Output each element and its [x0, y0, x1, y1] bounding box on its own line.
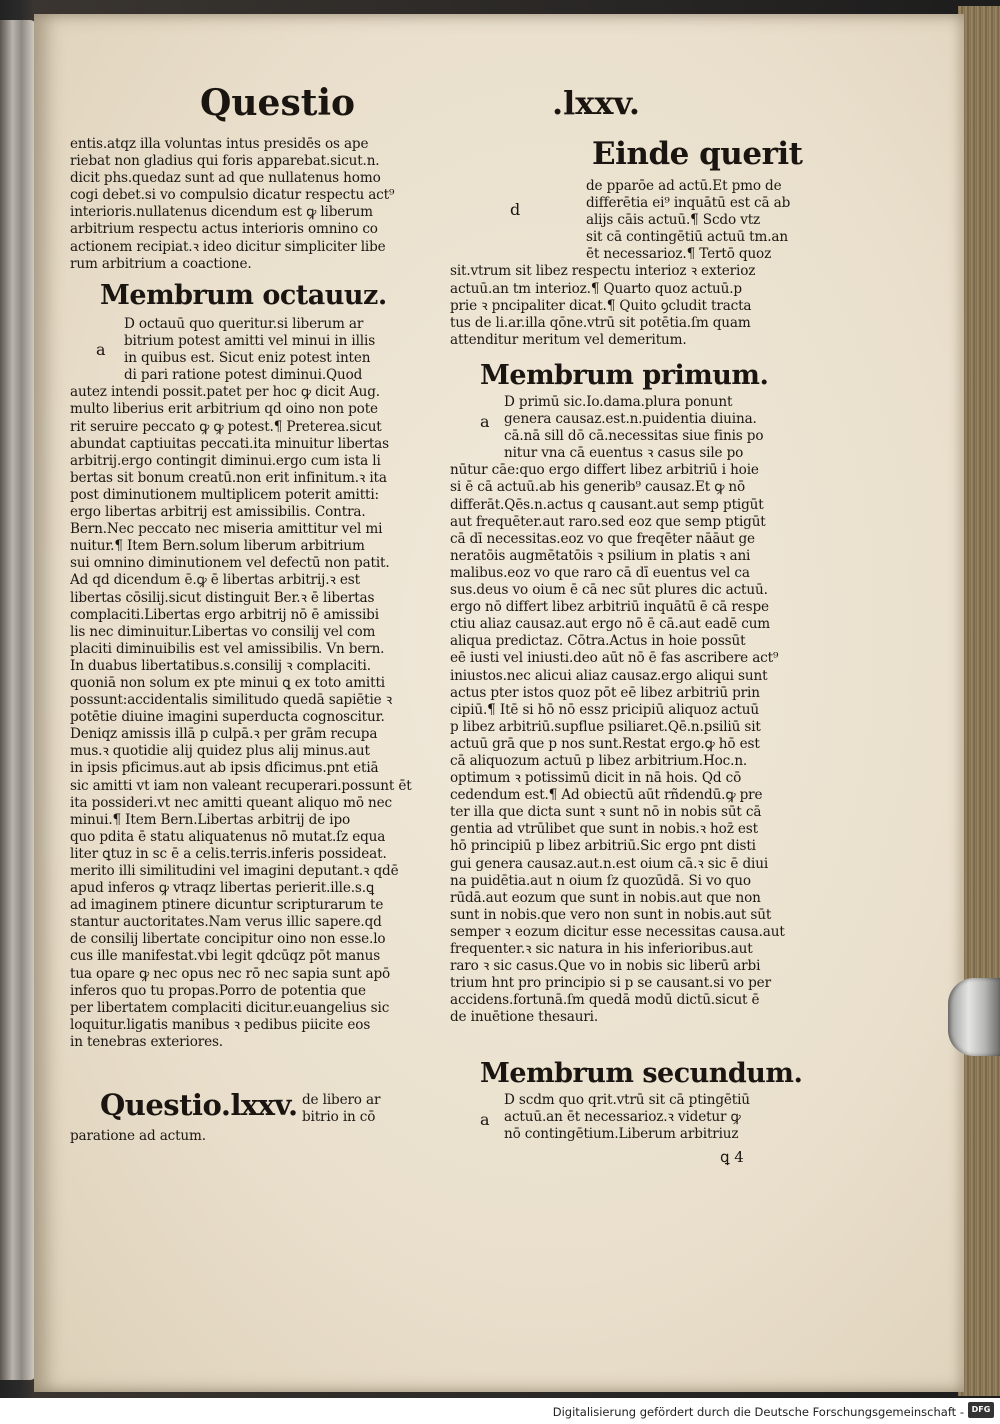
text-line: prie ꝛ pncipaliter dicat.¶ Quito ꝯcludit tracta: [450, 297, 752, 314]
running-head-left: Questio: [200, 82, 356, 124]
text-line: sit.vtrum sit libez respectu interioz ꝛ exterioz: [450, 263, 756, 280]
text-line: si ē cā actuū.ab his generib⁹ causaz.Et ꝙ nō: [450, 479, 746, 496]
text-line: ad imaginem ptinere dicuntur scripturarum te: [70, 897, 384, 914]
questio-subtitle-tail: [70, 1128, 310, 1145]
text-line: hō principiū p libez arbitriū.Sic ergo pnt disti: [450, 838, 756, 855]
text-line: de consilij libertate concipitur oino non esse.lo: [70, 931, 386, 948]
text-line: stantur auctoritates.Nam verus illic sapere.qd: [70, 914, 382, 931]
initial-letter-guide: a: [480, 412, 490, 431]
text-line: cā aliquozum actuū p libez arbitrium.Hoc.n.: [450, 752, 748, 769]
text-line: bertas sit bonum creatū.non erit infinitum.ꝛ ita: [70, 469, 387, 486]
text-line: ctiu aliaz causaz.aut ergo nō ē cā.aut eadē cum: [450, 616, 771, 633]
text-line: differētia ei⁹ inquātū est cā ab: [586, 195, 791, 212]
text-line: gentia ad vtrūlibet que sunt in nobis.ꝛ hoz̄ est: [450, 821, 758, 838]
text-line: cā dī necessitas.eoz vo que freqēter nāāut ge: [450, 530, 755, 547]
section-heading-membrum-primum: Membrum primum.: [480, 360, 769, 391]
text-line: in tenebras exteriores.: [70, 1033, 223, 1050]
section-heading-membrum-secundum: Membrum secundum.: [480, 1058, 803, 1089]
text-line: loquitur.ligatis manibus ꝛ pedibus piicite eos: [70, 1016, 371, 1033]
section-heading-einde-querit: Einde querit: [592, 136, 803, 172]
text-line: cipiū.¶ Itē si hō nō essz pricipiū aliquoz actuū: [450, 701, 759, 718]
text-line: autez intendi possit.patet per hoc ꝙ dicit Aug.: [70, 384, 380, 401]
text-line: apud inferos ꝙ vtraqz libertas perierit.ille.s.ꝗ: [70, 880, 375, 897]
text-line: arbitrium respectu actus interioris omnino co: [70, 221, 378, 238]
text-line: lis nec diminuitur.Libertas vo consilij vel com: [70, 623, 376, 640]
text-line: D octauū quo queritur.si liberum ar: [124, 316, 364, 332]
text-line: gui genera causaz.aut.n.est oium cā.ꝛ sic ē diui: [450, 855, 769, 872]
text-line: differāt.Qēs.n.actus q causant.aut semp ptigūt: [450, 496, 764, 513]
text-line: nō contingētium.Liberum arbitriuz: [504, 1126, 739, 1143]
questio-heading: Questio.lxxv.: [100, 1088, 298, 1122]
book-edge-left: [0, 20, 36, 1380]
page-stack-edge: [958, 6, 1000, 1396]
text-line: cā.nā sill dō cā.necessitas siue finis po: [504, 428, 764, 445]
dfg-logo: DFG: [968, 1402, 994, 1418]
initial-letter-guide: a: [480, 1110, 490, 1129]
text-line: iniustos.nec alicui aliaz causaz.ergo aliqui sunt: [450, 667, 768, 684]
text-line: tua opare ꝙ nec opus nec rō nec sapia sunt apō: [70, 965, 391, 982]
text-line: actuū.an tm interioz.¶ Quarto quoz actuū.p: [450, 280, 742, 297]
text-line: possunt:accidentalis similitudo quedā sapiētie ꝛ: [70, 692, 393, 709]
text-line: minui.¶ Item Bern.Libertas arbitrij de ipo: [70, 811, 351, 828]
text-line: sic amitti vt iam non valeant recuperari.possunt ēt: [70, 777, 412, 794]
text-line: di pari ratione potest diminui.Quod: [124, 367, 363, 384]
text-line: ēt necessarioz.¶ Tertō quoz: [586, 246, 772, 263]
text-line: in ipsis pficimus.aut ab ipsis dficimus.pnt etiā: [70, 760, 379, 777]
page-clip: [948, 978, 1000, 1056]
text-line: D scdm quo qrit.vtrū sit cā ptingētiū: [504, 1092, 750, 1108]
text-line: trium hnt pro principio si p se causant.si vo per: [450, 975, 771, 992]
text-line: bitrium potest amitti vel minui in illis: [124, 333, 376, 350]
text-line: libertas cōsilij.sicut distinguit Ber.ꝛ ē libertas: [70, 589, 375, 606]
book-page: [34, 14, 964, 1392]
text-line: neratōis augmētatōis ꝛ psilium in platis ꝛ ani: [450, 547, 751, 564]
text-line: Ad qd dicendum ē.ꝙ ē libertas arbitrij.ꝛ est: [70, 572, 360, 589]
text-line: aliqua predictaz. Cōtra.Actus in hoie possūt: [450, 633, 746, 650]
text-line: ita possideri.vt nec amitti queant aliquo mō nec: [70, 794, 392, 811]
right-column-text-c: [450, 1092, 804, 1143]
text-line: na puidētia.aut n oium ſz quozūdā. Si vo quo: [450, 872, 751, 889]
text-line: accidens.fortunā.ſm quedā modū dictū.sicut ē: [450, 992, 760, 1009]
running-head-folio: .lxxv.: [552, 84, 640, 122]
text-line: ter illa que dicta sunt ꝛ sunt nō in nobis sūt cā: [450, 804, 762, 821]
section-heading-membrum-octauum: Membrum octauuz.: [100, 280, 387, 311]
text-line: genera causaz.est.n.puidentia diuina.: [504, 411, 757, 428]
text-line: quo pdita ē statu aliquatenus nō mutat.ſz equa: [70, 828, 386, 845]
text-line: sit cā contingētiū actuū tm.an: [586, 229, 788, 246]
signature-mark: ꝗ 4: [720, 1148, 744, 1166]
text-line: sus.deus vo oium ē cā nec sūt plures dic actuū.: [450, 582, 768, 599]
text-line: mus.ꝛ quotidie alij quidez plus alij minus.aut: [70, 743, 370, 760]
text-line: Bern.Nec peccato nec miseria amittitur vel mi: [70, 521, 383, 538]
text-line: interioris.nullatenus dicendum est ꝙ liberum: [70, 204, 373, 221]
text-line: frequenter.ꝛ sic natura in his inferioribus.aut: [450, 941, 753, 957]
text-line: sunt in nobis.que vero non sunt in nobis.aut sūt: [450, 906, 772, 923]
text-line: nitur vna cā euentus ꝛ casus sile po: [504, 445, 744, 462]
text-line: merito illi similitudini vel imagini deputant.ꝛ qdē: [70, 863, 399, 879]
text-line: abundat captiuitas peccati.ita minuitur libertas: [70, 435, 389, 452]
text-line: potētie diuine imagini superducta cognoscitur.: [70, 709, 385, 726]
text-line: cedendum est.¶ Ad obiectū aūt rñdendū.ꝙ pre: [450, 787, 763, 804]
text-line: placiti diminuibilis est vel amissibilis. Vn bern.: [70, 640, 385, 657]
text-line: rum arbitrium a coactione.: [70, 255, 252, 272]
text-line: arbitrij.ergo contingit diminui.ergo cum ista li: [70, 452, 381, 469]
text-line: post diminutionem multiplicem poterit amitti:: [70, 486, 379, 503]
text-line: rit seruire peccato ꝙ ꝙ potest.¶ Preterea.sicut: [70, 418, 382, 435]
text-line: entis.atqz illa voluntas intus presidēs os ape: [70, 136, 369, 152]
text-line: malibus.eoz vo que raro cā dī euentus vel ca: [450, 564, 750, 581]
text-line: semper ꝛ eozum dicitur esse necessitas causa.aut: [450, 923, 785, 940]
text-line: liter ꝗtuz in sc ē a celis.terris.inferis possideat.: [70, 845, 387, 862]
text-line: p libez arbitriū.supflue psiliaret.Qē.n.psiliū sit: [450, 718, 761, 735]
text-line: ergo libertas arbitrij est amissibilis. Contra.: [70, 504, 366, 521]
text-line: per libertatem complaciti dicitur.euangelius sic: [70, 999, 390, 1016]
text-line: D primū sic.Io.dama.plura ponunt: [504, 394, 733, 410]
text-line: sui omnino diminutionem vel defectū non patit.: [70, 555, 390, 572]
text-line: nūtur cāe:quo ergo differt libez arbitriū i hoie: [450, 462, 759, 479]
left-column-text-b: [70, 316, 452, 1051]
text-line: quoniā non solum ex pte minui ꝗ ex toto amitti: [70, 674, 385, 691]
right-column-text-b: [450, 394, 804, 1026]
text-line: alijs cāis actuū.¶ Scdo vtz: [586, 212, 761, 229]
text-line: in quibus est. Sicut eniz potest inten: [124, 350, 371, 367]
text-line: eē iusti vel iniusti.deo aūt nō ē fas ascribere act⁹: [450, 650, 779, 667]
text-line: paratione ad actum.: [70, 1128, 206, 1144]
text-line: cogi debet.si vo compulsio dicatur respectu act⁹: [70, 187, 395, 204]
text-line: actionem recipiat.ꝛ ideo dicitur simpliciter libe: [70, 238, 386, 255]
text-line: de inuētione thesauri.: [450, 1009, 599, 1026]
text-line: dicit phs.quedaz sunt ad que nullatenus homo: [70, 170, 381, 187]
text-line: raro ꝛ sic casus.Que vo in nobis sic liberū arbi: [450, 958, 761, 975]
left-column-text-a: [70, 136, 452, 273]
text-line: ergo nō differt libez arbitriū inquātū ē cā respe: [450, 599, 769, 616]
initial-letter-guide: a: [96, 340, 106, 359]
text-line: complaciti.Libertas ergo arbitrij nō ē amissibi: [70, 606, 379, 623]
text-line: actuū grā que p nos sunt.Restat ergo.ꝙ hō est: [450, 735, 760, 752]
text-line: cus ille manifestat.vbi legit qdcūqz pōt manus: [70, 948, 381, 965]
text-line: tus de li.ar.illa qōne.vtrū sit potētia.ſm quam: [450, 314, 751, 331]
text-line: actuū.an ēt necessarioz.ꝛ videtur ꝙ: [504, 1109, 741, 1126]
text-line: aut frequēter.aut raro.sed eoz que semp ptigūt: [450, 513, 766, 530]
right-column-text-a: [450, 178, 804, 349]
funding-credit: Digitalisierung gefördert durch die Deutsche Forschungsgemeinschaft -: [552, 1405, 964, 1419]
text-line: attenditur meritum vel demeritum.: [450, 331, 687, 348]
text-line: bitrio in cō: [302, 1109, 376, 1126]
text-line: actus pter istos quoz pōt eē libez arbitriū prin: [450, 684, 760, 701]
text-line: de libero ar: [302, 1092, 381, 1108]
text-line: Deniqz amissis illā p culpā.ꝛ per grām recupa: [70, 726, 378, 743]
text-line: multo liberius erit arbitrium qd oino non pote: [70, 401, 378, 418]
text-line: de pparōe ad actū.Et pmo de: [586, 178, 782, 194]
text-line: nuitur.¶ Item Bern.solum liberum arbitrium: [70, 538, 365, 555]
text-line: optimum ꝛ potissimū dicit in nā hois. Qd cō: [450, 770, 742, 787]
text-line: rūdā.aut eozum que sunt in nobis.aut que non: [450, 889, 761, 906]
questio-subtitle: [302, 1092, 462, 1126]
initial-letter-guide: d: [510, 200, 521, 219]
text-line: riebat non gladius qui foris apparebat.sicut.n.: [70, 153, 380, 170]
text-line: inferos quo tu propas.Porro de potentia que: [70, 982, 366, 999]
text-line: In duabus libertatibus.s.consilij ꝛ complaciti.: [70, 657, 371, 674]
